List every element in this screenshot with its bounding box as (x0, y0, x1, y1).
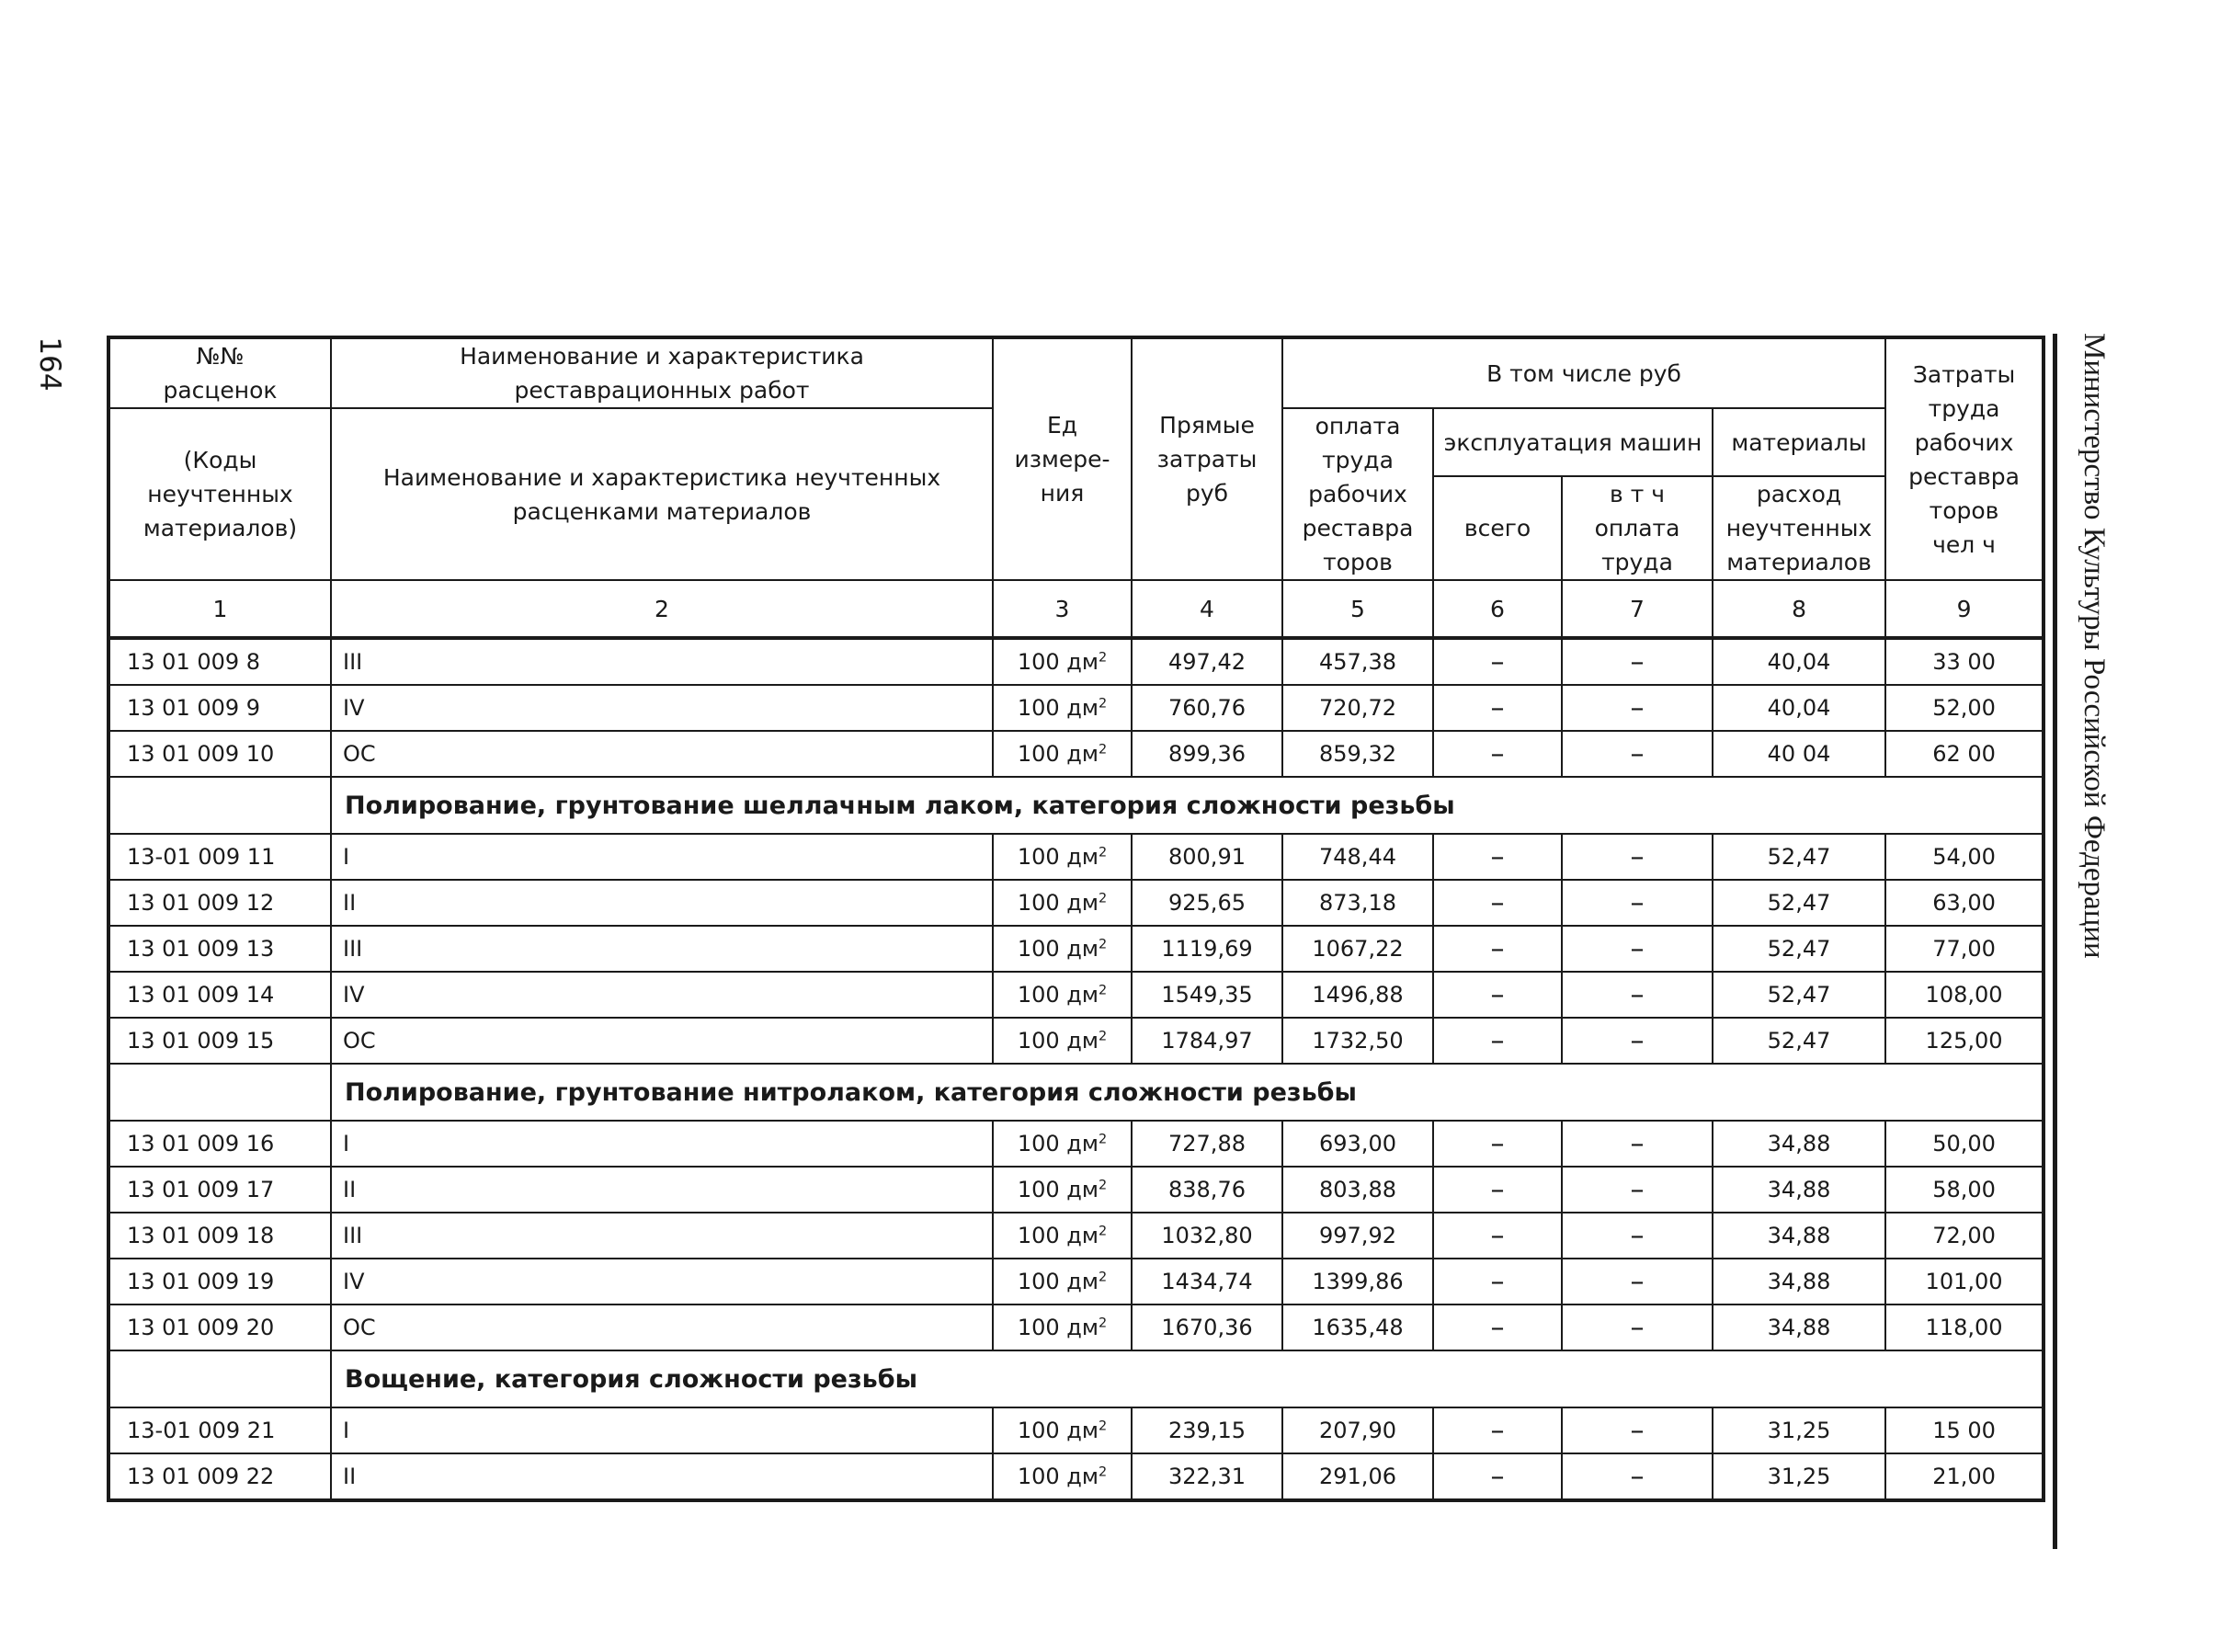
unit-text: 100 дм (1017, 843, 1099, 870)
table-row (108, 1259, 2044, 1305)
column-number: 3 (993, 580, 1132, 638)
direct-cost-cell: 899,36 (1132, 731, 1282, 777)
machines-total-cell: – (1433, 1305, 1562, 1350)
rate-code-cell: 13-01 009 21 (108, 1407, 331, 1453)
labor-hours-cell: 101,00 (1885, 1259, 2044, 1305)
unit-text: 100 дм (1017, 1176, 1099, 1202)
col4-header: Прямые затраты руб (1132, 337, 1282, 580)
materials-cell: 40 04 (1713, 731, 1885, 777)
unit-cell (993, 1018, 1132, 1064)
machines-total-cell: – (1433, 731, 1562, 777)
labor-hours-cell: 15 00 (1885, 1407, 2044, 1453)
table-row (108, 685, 2044, 731)
col1-subheader: (Коды неучтенных материалов) (108, 408, 331, 580)
machines-labor-cell: – (1562, 880, 1713, 926)
materials-cell: 34,88 (1713, 1213, 1885, 1259)
labor-cost-cell: 997,92 (1282, 1213, 1433, 1259)
col2-subheader: Наименование и характеристика неучтенных расценками материалов (331, 408, 993, 580)
complexity-cell: IV (331, 972, 993, 1018)
direct-cost-cell: 322,31 (1132, 1453, 1282, 1500)
col8-header: расход неучтенных материалов (1713, 476, 1885, 580)
column-number: 1 (108, 580, 331, 638)
labor-hours-cell: 33 00 (1885, 638, 2044, 685)
direct-cost-cell: 727,88 (1132, 1121, 1282, 1167)
col7-header: в т ч оплата труда (1562, 476, 1713, 580)
machines-total-cell: – (1433, 926, 1562, 972)
group-machines-header: эксплуатация машин (1433, 408, 1713, 476)
unit-cell (993, 638, 1132, 685)
machines-labor-cell: – (1562, 926, 1713, 972)
direct-cost-cell: 760,76 (1132, 685, 1282, 731)
materials-cell: 34,88 (1713, 1259, 1885, 1305)
rate-code-cell: 13 01 009 8 (108, 638, 331, 685)
materials-cell: 31,25 (1713, 1453, 1885, 1500)
materials-cell: 31,25 (1713, 1407, 1885, 1453)
complexity-cell: III (331, 1213, 993, 1259)
column-number: 8 (1713, 580, 1885, 638)
col1-header: №№ расценок (108, 337, 331, 408)
direct-cost-cell: 1434,74 (1132, 1259, 1282, 1305)
machines-total-cell: – (1433, 1018, 1562, 1064)
materials-cell: 34,88 (1713, 1305, 1885, 1350)
table-row (108, 1213, 2044, 1259)
complexity-cell: III (331, 638, 993, 685)
column-number: 9 (1885, 580, 2044, 638)
side-title-text: Министерство Культуры Российской Федерации (2078, 333, 2111, 959)
unit-exponent: 2 (1098, 844, 1108, 860)
table-row (108, 1407, 2044, 1453)
direct-cost-cell: 1119,69 (1132, 926, 1282, 972)
machines-total-cell: – (1433, 638, 1562, 685)
unit-text: 100 дм (1017, 981, 1099, 1008)
labor-cost-cell: 1399,86 (1282, 1259, 1433, 1305)
unit-cell (993, 926, 1132, 972)
labor-hours-cell: 77,00 (1885, 926, 2044, 972)
table-row (108, 926, 2044, 972)
unit-exponent: 2 (1098, 1223, 1108, 1238)
unit-cell (993, 972, 1132, 1018)
labor-cost-cell: 720,72 (1282, 685, 1433, 731)
table-row (108, 1018, 2044, 1064)
machines-labor-cell: – (1562, 1407, 1713, 1453)
table-row (108, 638, 2044, 685)
side-title (2076, 333, 2112, 1105)
complexity-cell: II (331, 1167, 993, 1213)
unit-exponent: 2 (1098, 1028, 1108, 1043)
labor-cost-cell: 291,06 (1282, 1453, 1433, 1500)
section-row (108, 1064, 2044, 1121)
machines-total-cell: – (1433, 834, 1562, 880)
unit-text: 100 дм (1017, 1027, 1099, 1054)
labor-hours-cell: 21,00 (1885, 1453, 2044, 1500)
unit-exponent: 2 (1098, 1177, 1108, 1192)
materials-cell: 52,47 (1713, 926, 1885, 972)
col9-header: Затраты труда рабочих реставра торов чел ч (1885, 337, 2044, 580)
column-number: 7 (1562, 580, 1713, 638)
complexity-cell: ОС (331, 1018, 993, 1064)
unit-exponent: 2 (1098, 695, 1108, 711)
unit-text: 100 дм (1017, 889, 1099, 916)
unit-exponent: 2 (1098, 649, 1108, 665)
unit-text: 100 дм (1017, 694, 1099, 721)
complexity-cell: I (331, 1121, 993, 1167)
unit-cell (993, 685, 1132, 731)
materials-cell: 40,04 (1713, 685, 1885, 731)
rate-code-cell: 13 01 009 10 (108, 731, 331, 777)
column-number: 6 (1433, 580, 1562, 638)
labor-hours-cell: 125,00 (1885, 1018, 2044, 1064)
direct-cost-cell: 838,76 (1132, 1167, 1282, 1213)
section-code-cell (108, 777, 331, 834)
direct-cost-cell: 1032,80 (1132, 1213, 1282, 1259)
table-body (108, 638, 2044, 1500)
machines-total-cell: – (1433, 972, 1562, 1018)
section-title: Полирование, грунтование нитролаком, категория сложности резьбы (331, 1064, 2044, 1121)
labor-cost-cell: 748,44 (1282, 834, 1433, 880)
machines-total-cell: – (1433, 1121, 1562, 1167)
machines-labor-cell: – (1562, 834, 1713, 880)
side-rule (2053, 334, 2057, 1549)
labor-hours-cell: 63,00 (1885, 880, 2044, 926)
materials-cell: 52,47 (1713, 834, 1885, 880)
unit-cell (993, 731, 1132, 777)
table-row (108, 834, 2044, 880)
rate-code-cell: 13 01 009 16 (108, 1121, 331, 1167)
labor-hours-cell: 52,00 (1885, 685, 2044, 731)
unit-cell (993, 880, 1132, 926)
unit-text: 100 дм (1017, 740, 1099, 767)
unit-cell (993, 1121, 1132, 1167)
unit-exponent: 2 (1098, 1418, 1108, 1433)
unit-exponent: 2 (1098, 1315, 1108, 1330)
unit-text: 100 дм (1017, 1222, 1099, 1248)
unit-text: 100 дм (1017, 1130, 1099, 1156)
direct-cost-cell: 800,91 (1132, 834, 1282, 880)
machines-total-cell: – (1433, 880, 1562, 926)
labor-hours-cell: 58,00 (1885, 1167, 2044, 1213)
section-title: Полирование, грунтование шеллачным лаком, категория сложности резьбы (331, 777, 2044, 834)
page-number: 164 (33, 336, 66, 392)
machines-labor-cell: – (1562, 1453, 1713, 1500)
unit-text: 100 дм (1017, 1463, 1099, 1489)
complexity-cell: ОС (331, 1305, 993, 1350)
direct-cost-cell: 1784,97 (1132, 1018, 1282, 1064)
rate-code-cell: 13 01 009 9 (108, 685, 331, 731)
col5-header: оплата труда рабочих реставра торов (1282, 408, 1433, 580)
labor-cost-cell: 873,18 (1282, 880, 1433, 926)
labor-hours-cell: 50,00 (1885, 1121, 2044, 1167)
unit-cell (993, 1213, 1132, 1259)
section-code-cell (108, 1064, 331, 1121)
rate-code-cell: 13 01 009 12 (108, 880, 331, 926)
direct-cost-cell: 1670,36 (1132, 1305, 1282, 1350)
unit-exponent: 2 (1098, 741, 1108, 757)
table-row (108, 731, 2044, 777)
unit-exponent: 2 (1098, 1131, 1108, 1146)
labor-cost-cell: 1496,88 (1282, 972, 1433, 1018)
materials-cell: 52,47 (1713, 972, 1885, 1018)
labor-cost-cell: 859,32 (1282, 731, 1433, 777)
machines-labor-cell: – (1562, 1121, 1713, 1167)
rate-code-cell: 13 01 009 14 (108, 972, 331, 1018)
machines-total-cell: – (1433, 1213, 1562, 1259)
materials-cell: 40,04 (1713, 638, 1885, 685)
table-row (108, 1453, 2044, 1500)
rate-code-cell: 13 01 009 13 (108, 926, 331, 972)
complexity-cell: ОС (331, 731, 993, 777)
direct-cost-cell: 497,42 (1132, 638, 1282, 685)
complexity-cell: IV (331, 685, 993, 731)
materials-cell: 52,47 (1713, 1018, 1885, 1064)
complexity-cell: IV (331, 1259, 993, 1305)
machines-total-cell: – (1433, 685, 1562, 731)
unit-exponent: 2 (1098, 936, 1108, 951)
labor-hours-cell: 72,00 (1885, 1213, 2044, 1259)
rates-table (107, 336, 2045, 1502)
machines-total-cell: – (1433, 1407, 1562, 1453)
labor-hours-cell: 62 00 (1885, 731, 2044, 777)
materials-cell: 34,88 (1713, 1121, 1885, 1167)
section-title: Вощение, категория сложности резьбы (331, 1350, 2044, 1407)
machines-labor-cell: – (1562, 638, 1713, 685)
machines-labor-cell: – (1562, 1018, 1713, 1064)
machines-total-cell: – (1433, 1167, 1562, 1213)
unit-text: 100 дм (1017, 648, 1099, 675)
group-including-header: В том числе руб (1282, 337, 1885, 408)
column-number-row (108, 580, 2044, 638)
unit-cell (993, 1407, 1132, 1453)
rate-code-cell: 13 01 009 15 (108, 1018, 331, 1064)
machines-labor-cell: – (1562, 685, 1713, 731)
labor-cost-cell: 803,88 (1282, 1167, 1433, 1213)
unit-exponent: 2 (1098, 1464, 1108, 1479)
table-header (108, 337, 2044, 638)
group-materials-header: материалы (1713, 408, 1885, 476)
table-row (108, 1167, 2044, 1213)
rate-code-cell: 13 01 009 20 (108, 1305, 331, 1350)
unit-cell (993, 1259, 1132, 1305)
machines-total-cell: – (1433, 1453, 1562, 1500)
labor-cost-cell: 1635,48 (1282, 1305, 1433, 1350)
labor-cost-cell: 693,00 (1282, 1121, 1433, 1167)
unit-exponent: 2 (1098, 890, 1108, 906)
complexity-cell: I (331, 834, 993, 880)
machines-labor-cell: – (1562, 972, 1713, 1018)
labor-cost-cell: 1732,50 (1282, 1018, 1433, 1064)
unit-cell (993, 1167, 1132, 1213)
column-number: 5 (1282, 580, 1433, 638)
labor-hours-cell: 118,00 (1885, 1305, 2044, 1350)
rate-code-cell: 13 01 009 19 (108, 1259, 331, 1305)
labor-hours-cell: 54,00 (1885, 834, 2044, 880)
materials-cell: 34,88 (1713, 1167, 1885, 1213)
complexity-cell: I (331, 1407, 993, 1453)
table-row (108, 880, 2044, 926)
machines-labor-cell: – (1562, 1259, 1713, 1305)
complexity-cell: II (331, 1453, 993, 1500)
unit-text: 100 дм (1017, 1314, 1099, 1340)
unit-cell (993, 1305, 1132, 1350)
complexity-cell: III (331, 926, 993, 972)
table-row (108, 1121, 2044, 1167)
unit-text: 100 дм (1017, 1268, 1099, 1294)
machines-labor-cell: – (1562, 731, 1713, 777)
rate-code-cell: 13 01 009 22 (108, 1453, 331, 1500)
section-row (108, 777, 2044, 834)
labor-cost-cell: 1067,22 (1282, 926, 1433, 972)
unit-text: 100 дм (1017, 935, 1099, 962)
col2-header: Наименование и характеристика реставрационных работ (331, 337, 993, 408)
machines-labor-cell: – (1562, 1305, 1713, 1350)
direct-cost-cell: 925,65 (1132, 880, 1282, 926)
column-number: 2 (331, 580, 993, 638)
col6-header: всего (1433, 476, 1562, 580)
table-row (108, 1305, 2044, 1350)
unit-exponent: 2 (1098, 982, 1108, 997)
direct-cost-cell: 239,15 (1132, 1407, 1282, 1453)
machines-labor-cell: – (1562, 1167, 1713, 1213)
labor-cost-cell: 457,38 (1282, 638, 1433, 685)
rate-code-cell: 13 01 009 17 (108, 1167, 331, 1213)
col3-header: Ед измере- ния (993, 337, 1132, 580)
column-number: 4 (1132, 580, 1282, 638)
unit-cell (993, 1453, 1132, 1500)
labor-cost-cell: 207,90 (1282, 1407, 1433, 1453)
rate-code-cell: 13-01 009 11 (108, 834, 331, 880)
table-row (108, 972, 2044, 1018)
labor-hours-cell: 108,00 (1885, 972, 2044, 1018)
section-code-cell (108, 1350, 331, 1407)
unit-cell (993, 834, 1132, 880)
materials-cell: 52,47 (1713, 880, 1885, 926)
unit-text: 100 дм (1017, 1417, 1099, 1443)
machines-labor-cell: – (1562, 1213, 1713, 1259)
section-row (108, 1350, 2044, 1407)
unit-exponent: 2 (1098, 1269, 1108, 1284)
complexity-cell: II (331, 880, 993, 926)
machines-total-cell: – (1433, 1259, 1562, 1305)
direct-cost-cell: 1549,35 (1132, 972, 1282, 1018)
rate-code-cell: 13 01 009 18 (108, 1213, 331, 1259)
